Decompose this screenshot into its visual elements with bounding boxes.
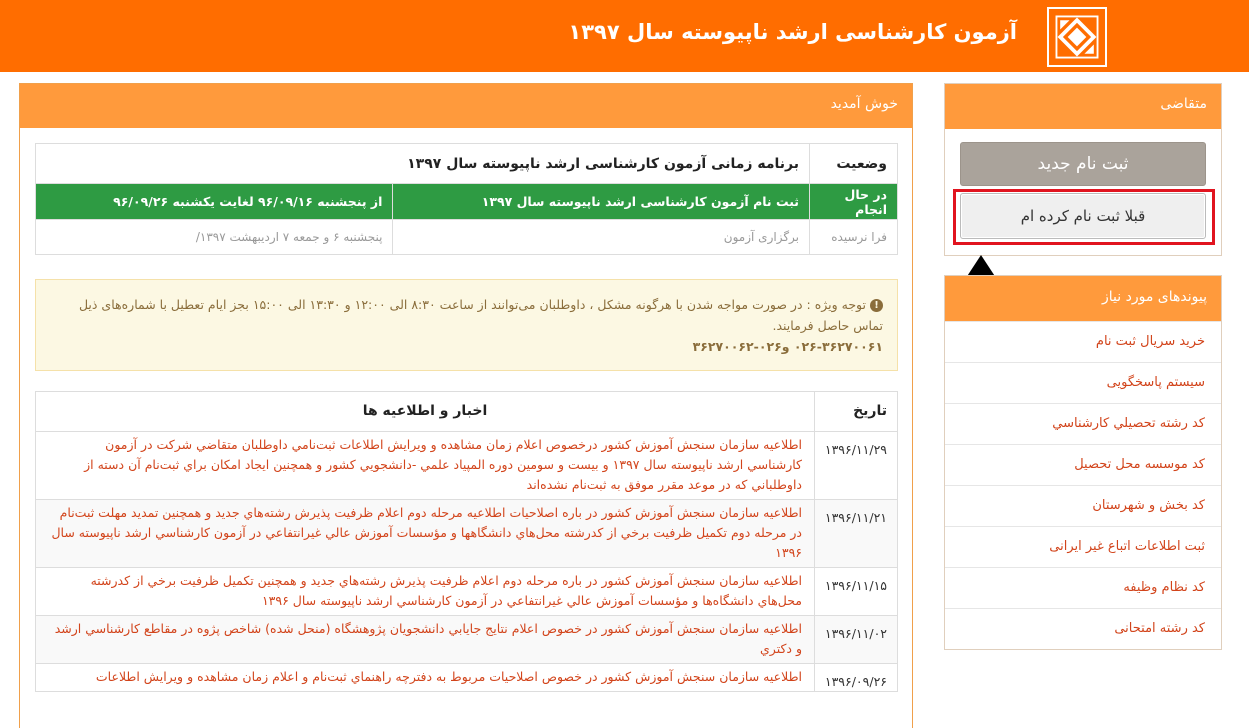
schedule-status-header: وضعیت [810, 144, 898, 184]
links-heading: پیوندهای مورد نیاز [945, 276, 1221, 321]
new-registration-button[interactable]: ثبت نام جدید [960, 142, 1206, 186]
schedule-status-cell: فرا نرسیده [810, 220, 898, 255]
site-title: آزمون کارشناسی ارشد ناپیوسته سال ۱۳۹۷ [568, 20, 1017, 44]
link-institution-code[interactable]: کد موسسه محل تحصیل [945, 444, 1221, 485]
info-icon: ! [870, 299, 883, 312]
news-table [35, 391, 898, 692]
news-date: ۱۳۹۶/۱۱/۲۹ [815, 432, 898, 500]
news-date: ۱۳۹۶/۱۱/۱۵ [815, 568, 898, 616]
welcome-heading: خوش آمدید [20, 84, 912, 128]
news-row [36, 616, 898, 664]
schedule-event-cell: برگزاری آزمون [393, 220, 810, 255]
applicant-heading: متقاضی [945, 84, 1221, 129]
news-title-header: اخبار و اطلاعیه ها [36, 392, 815, 432]
link-buy-serial[interactable]: خرید سریال ثبت نام [945, 321, 1221, 362]
news-date: ۱۳۹۶/۰۹/۲۶ [815, 664, 898, 692]
schedule-event-cell: ثبت نام آزمون کارشناسی ارشد ناپیوسته سال ۱۳۹۷ [393, 184, 810, 220]
schedule-program-header: برنامه زمانی آزمون کارشناسی ارشد ناپیوسته سال ۱۳۹۷ [36, 144, 810, 184]
news-row [36, 568, 898, 616]
link-district-city-code[interactable]: کد بخش و شهرستان [945, 485, 1221, 526]
news-date: ۱۳۹۶/۱۱/۰۲ [815, 616, 898, 664]
notice-phones: ۰۲۶-۳۶۲۷۰۰۶۱ و۰۲۶-۳۶۲۷۰۰۶۲ [692, 339, 883, 354]
notice-box [35, 279, 898, 371]
news-date: ۱۳۹۶/۱۱/۲۱ [815, 500, 898, 568]
link-bachelor-field-code[interactable]: کد رشته تحصيلي کارشناسي [945, 403, 1221, 444]
news-row [36, 432, 898, 500]
notice-text: توجه ویژه : در صورت مواجه شدن با هرگونه مشکل ، داوطلبان می‌توانند از ساعت ۸:۳۰ الی ۱۲:۰۰ و ۱۳:۳۰ الی ۱۵:۰۰ بجز ایام تعطیل با شماره‌های ذیل تماس حاصل فرمایند. [78, 297, 883, 333]
schedule-status-cell: در حال انجام [810, 184, 898, 220]
schedule-row-active [36, 184, 898, 220]
schedule-period-cell: پنجشنبه ۶ و جمعه ۷ اردیبهشت ۱۳۹۷/ [36, 220, 393, 255]
schedule-period-cell: از پنجشنبه ۹۶/۰۹/۱۶ لغایت یکشنبه ۹۶/۰۹/۲۶ [36, 184, 393, 220]
applicant-panel [944, 83, 1222, 256]
schedule-row-future [36, 220, 898, 255]
news-link[interactable]: اطلاعيه سازمان سنجش آموزش كشور در باره مرحله دوم اعلام ظرفيت پذيرش رشته‌هاي جديد و همچنين تكميل ظرفيت برخي از كدرشته محل‌هاي دانشگاه‌ها و مؤسسات آموزش عالي غيرانتفاعي در آزمون كارشناسي ارشد ناپيوسته سال ۱۳۹۶ [36, 568, 815, 616]
top-header-bar [0, 0, 1249, 72]
schedule-header-row [36, 144, 898, 184]
already-registered-button[interactable]: قبلا ثبت نام کرده ام [960, 193, 1206, 239]
news-link[interactable]: اطلاعيه سازمان سنجش آموزش كشور در خصوص اعلام نتايج جايابي دانشجويان پژوهشگاه (منحل شده) شاخص پژوه در مقاطع كارشناسي ارشد و دكتري [36, 616, 815, 664]
news-header-row [36, 392, 898, 432]
news-date-header: تاریخ [815, 392, 898, 432]
news-link[interactable]: اطلاعيه سازمان سنجش آموزش كشور در باره اصلاحيات اطلاعيه مرحله دوم اعلام ظرفيت پذيرش رشته‌هاي جديد و همچنين تمديد مهلت ثبت‌نام در مرحله دوم تكميل ظرفيت برخي از كدرشته محل‌هاي دانشگاهها و مؤسسات آموزش عالي غيرانتفاعي در آزمون كارشناسي ارشد ناپيوسته سال ۱۳۹۶ [36, 500, 815, 568]
news-link[interactable]: اطلاعيه سازمان سنجش آموزش كشور درخصوص اعلام زمان مشاهده و ويرايش اطلاعات ثبت‌نامي داوطلبان متقاضي شركت در آزمون كارشناسي ارشد ناپيوسته سال ۱۳۹۷ و بيست و سومين دوره المپياد علمي -دانشجويي كشور و همچنين ايجاد امكان براي ثبت‌نام آن دسته از داوطلباني كه در موعد مقرر موفق به ثبت‌نام نشده‌اند [36, 432, 815, 500]
link-exam-field-code[interactable]: کد رشته امتحانی [945, 608, 1221, 649]
news-row [36, 500, 898, 568]
link-foreign-nationals[interactable]: ثبت اطلاعات اتباع غیر ایرانی [945, 526, 1221, 567]
welcome-panel [19, 83, 913, 728]
schedule-table [35, 143, 898, 255]
news-link[interactable]: اطلاعيه سازمان سنجش آموزش كشور در خصوص اصلاحيات مربوط به دفترچه راهنماي ثبت‌نام و اعلام زمان مشاهده و ويرايش اطلاعات [36, 664, 815, 692]
useful-links-panel [944, 275, 1222, 650]
exam-logo-icon [1047, 7, 1107, 67]
link-military-service-code[interactable]: کد نظام وظیفه [945, 567, 1221, 608]
news-row [36, 664, 898, 692]
link-support-system[interactable]: سیستم پاسخگویی [945, 362, 1221, 403]
